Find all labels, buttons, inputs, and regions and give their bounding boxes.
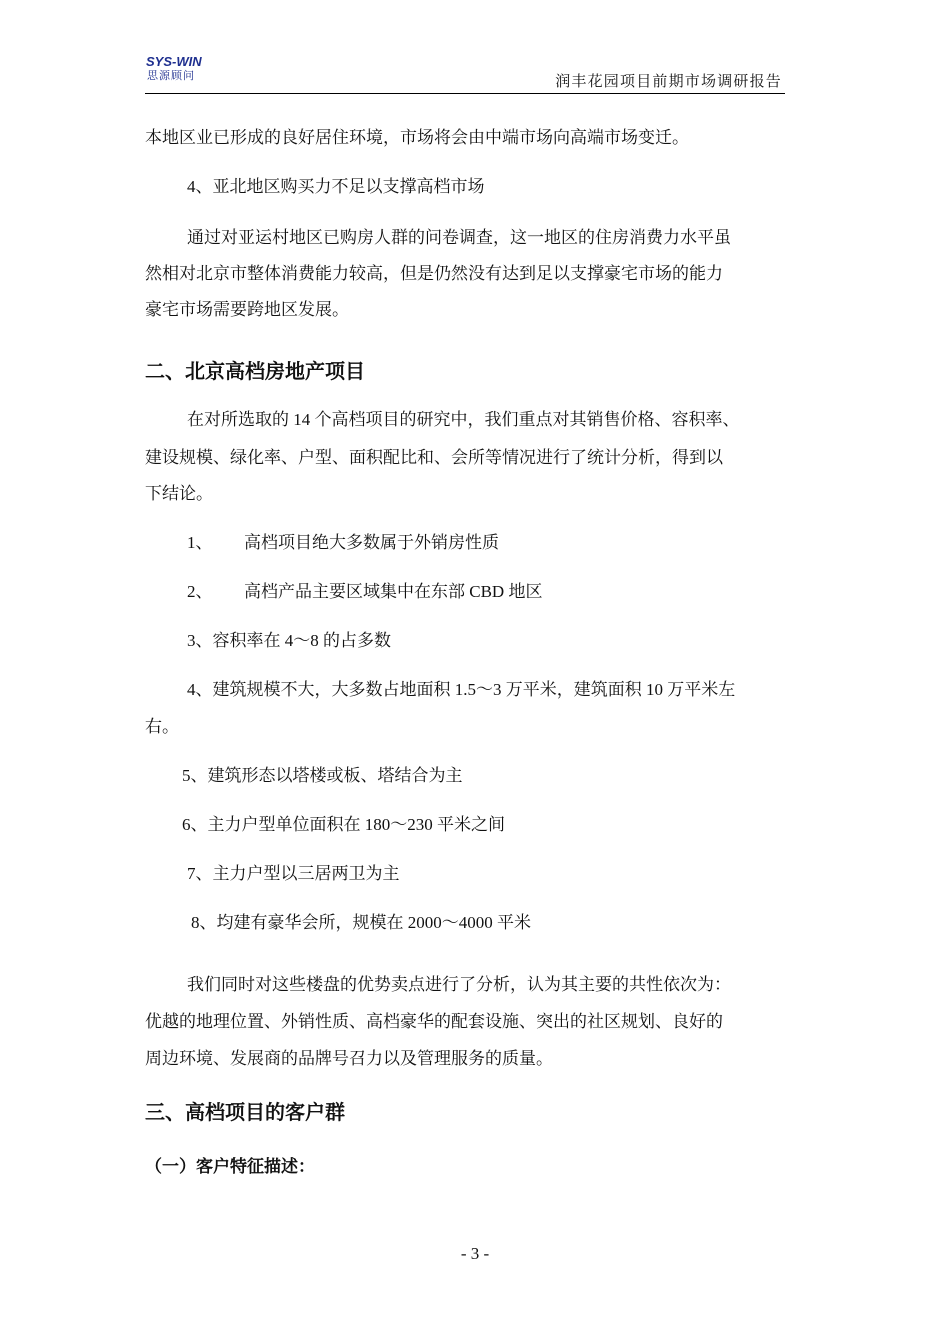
- list-item-number: 1、: [187, 533, 213, 552]
- company-logo: [146, 54, 208, 84]
- list-item: 7、主力户型以三居两卫为主: [187, 864, 400, 883]
- subsection-heading: （一）客户特征描述：: [145, 1157, 315, 1177]
- paragraph-line: 下结论。: [145, 484, 213, 503]
- list-item: 6、主力户型单位面积在 180～230 平米之间: [182, 815, 505, 834]
- paragraph-line: 建设规模、绿化率、户型、面积配比和、会所等情况进行了统计分析，得到以: [145, 448, 723, 467]
- report-header-title: 润丰花园项目前期市场调研报告: [555, 74, 782, 90]
- section-heading: 二、北京高档房地产项目: [145, 359, 365, 383]
- page-number: - 3 -: [460, 1244, 490, 1263]
- logo-subtitle: 思源顾问: [147, 69, 195, 82]
- list-item: 3、容积率在 4～8 的占多数: [187, 631, 391, 650]
- list-item: 8、均建有豪华会所，规模在 2000～4000 平米: [191, 913, 531, 932]
- paragraph-line: 然相对北京市整体消费能力较高，但是仍然没有达到足以支撑豪宅市场的能力: [145, 264, 723, 283]
- list-item: 5、建筑形态以塔楼或板、塔结合为主: [182, 766, 463, 785]
- list-item-text: 高档项目绝大多数属于外销房性质: [244, 533, 499, 552]
- item-heading: 4、亚北地区购买力不足以支撑高档市场: [187, 177, 485, 196]
- paragraph-line: 优越的地理位置、外销性质、高档豪华的配套设施、突出的社区规划、良好的: [145, 1012, 723, 1031]
- list-item: 4、建筑规模不大，大多数占地面积 1.5～3 万平米，建筑面积 10 万平米左: [187, 680, 736, 699]
- paragraph-line: 通过对亚运村地区已购房人群的问卷调查，这一地区的住房消费力水平虽: [187, 228, 731, 247]
- list-item-text: 高档产品主要区域集中在东部 CBD 地区: [244, 582, 543, 601]
- section-heading: 三、高档项目的客户群: [145, 1100, 345, 1124]
- header-divider: [145, 93, 785, 94]
- paragraph-line: 我们同时对这些楼盘的优势卖点进行了分析，认为其主要的共性依次为：: [187, 975, 731, 994]
- paragraph-line: 周边环境、发展商的品牌号召力以及管理服务的质量。: [145, 1049, 553, 1068]
- logo-wordmark: SYS-WIN: [146, 54, 202, 69]
- paragraph-line: 在对所选取的 14 个高档项目的研究中，我们重点对其销售价格、容积率、: [187, 410, 740, 429]
- list-item-number: 2、: [187, 582, 213, 601]
- body-line: 本地区业已形成的良好居住环境，市场将会由中端市场向高端市场变迁。: [145, 128, 689, 147]
- paragraph-line: 豪宅市场需要跨地区发展。: [145, 300, 349, 319]
- list-item-continuation: 右。: [145, 717, 179, 736]
